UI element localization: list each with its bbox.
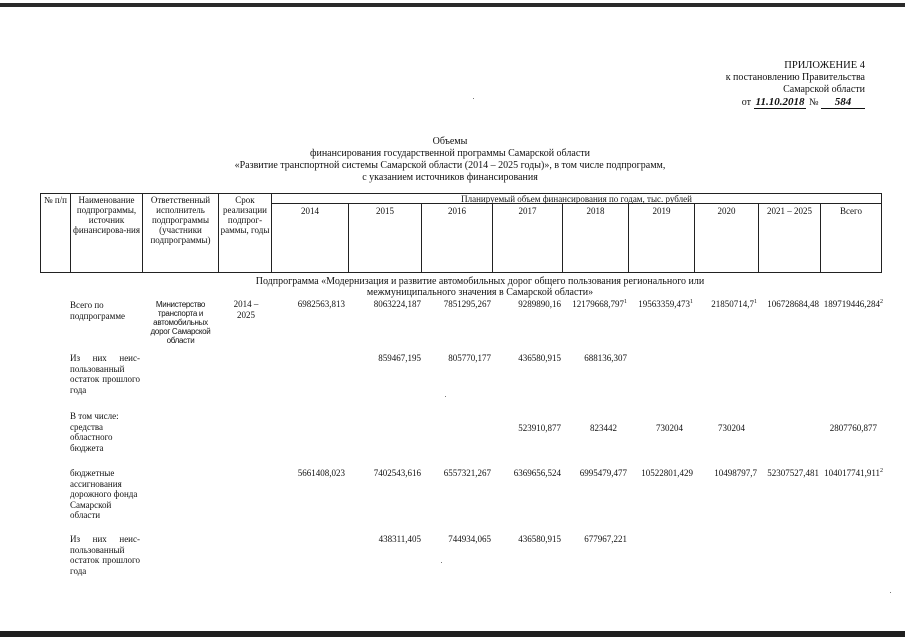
row-value-2015: 438311,405 — [378, 534, 421, 544]
appendix-block — [726, 60, 865, 109]
footnote-mark: 2 — [880, 299, 883, 305]
subprogram-title — [200, 276, 760, 298]
scan-speck — [473, 98, 474, 99]
header-col-term: Срок реализации подпрог-раммы, годы — [220, 195, 270, 235]
subprogram-title-line-1: Подпрограмма «Модернизация и развитие автомобильных дорог общего пользования регионального или — [255, 276, 705, 287]
row-value-2017: 436580,915 — [518, 353, 561, 363]
scan-speck — [890, 592, 891, 593]
header-vline — [881, 193, 882, 273]
header-year: 2020 — [717, 206, 736, 216]
row-value-2019: 19563359,473$^1$ — [638, 299, 693, 309]
row-value-2018: 677967,221 — [584, 534, 627, 544]
row-value-2018: 6995479,477 — [579, 468, 627, 478]
row-value-2016: 7851295,267 — [443, 299, 491, 309]
row-value-2018: 823442 — [590, 423, 617, 433]
header-col-responsible: Ответственный исполнитель подпрограммы (участники подпрограммы) — [150, 195, 211, 245]
row-value-2018: 12179668,797$^1$ — [572, 299, 627, 309]
row-responsible: Министерство транспорта и автомобильных дорог Самарской области — [150, 300, 211, 345]
row-value-2016: 744934,065 — [448, 534, 491, 544]
row-name: бюджетные ассигнования дорожного фонда Самарской области — [70, 468, 138, 520]
row-name: Из них неис-пользованный остаток прошлого года — [70, 353, 140, 395]
row-value-2021-2025: 52307527,481 — [767, 468, 819, 478]
heading-line-2: финансирования государственной программы Самарской области — [309, 148, 590, 159]
header-col-planned: Планируемый объем финансирования по годам, тыс. рублей — [461, 194, 692, 204]
date-prefix: от — [741, 97, 752, 108]
row-value-2020: 21850714,7$^1$ — [711, 299, 757, 309]
header-year: 2018 — [586, 206, 605, 216]
row-value-total: 2807760,877 — [829, 423, 877, 433]
appendix-date-line — [726, 96, 865, 109]
row-name: Всего по подпрограмме — [70, 300, 126, 321]
scan-bottom-edge — [0, 631, 905, 637]
appendix-title: ПРИЛОЖЕНИЕ 4 — [784, 60, 865, 71]
document-heading — [150, 136, 750, 184]
header-year: 2016 — [448, 206, 466, 216]
footnote-mark: 1 — [690, 299, 693, 305]
scan-speck — [441, 562, 442, 563]
header-vline — [40, 193, 41, 273]
header-year: 2021 – 2025 — [767, 206, 812, 216]
header-vline — [271, 193, 272, 273]
row-value-2015: 7402543,616 — [373, 468, 421, 478]
header-year: 2015 — [376, 206, 394, 216]
row-value-2020: 730204 — [718, 423, 745, 433]
subprogram-title-line-2: межмуниципального значения в Самарской области» — [366, 287, 594, 298]
header-year: 2014 — [301, 206, 319, 216]
header-col-no: № п/п — [44, 195, 67, 205]
row-value-2017: 523910,877 — [518, 423, 561, 433]
row-value-total: 189719446,284$^2$ — [823, 299, 883, 309]
footnote-mark: 2 — [880, 468, 883, 474]
header-year: 2017 — [518, 206, 537, 216]
heading-line-4: с указанием источников финансирования — [362, 172, 538, 183]
appendix-line-1: к постановлению Правительства — [725, 72, 865, 83]
number-prefix: № — [808, 97, 819, 108]
row-value-2015: 859467,195 — [378, 353, 421, 363]
row-term: 2014 – 2025 — [233, 299, 259, 320]
row-value-2019: 10522801,429 — [641, 468, 693, 478]
row-value-2017: 6369656,524 — [513, 468, 561, 478]
header-year: Всего — [839, 206, 863, 216]
scan-speck — [445, 396, 446, 397]
row-value-2017: 436580,915 — [518, 534, 561, 544]
heading-line-1: Объемы — [432, 136, 468, 147]
handwritten-number: 584 — [821, 96, 865, 109]
header-year: 2019 — [652, 206, 671, 216]
footnote-mark: 1 — [624, 299, 627, 305]
row-value-2020: 10498797,7 — [714, 468, 757, 478]
handwritten-date: 11.10.2018 — [755, 96, 805, 108]
row-value-total: 104017741,911$^2$ — [824, 468, 883, 478]
row-name: В том числе: средства областного бюджета — [70, 411, 119, 453]
row-value-2016: 6557321,267 — [443, 468, 491, 478]
row-value-2014: 5661408,023 — [297, 468, 345, 478]
footnote-mark: 1 — [754, 299, 757, 305]
row-value-2017: 9289890,16 — [518, 299, 561, 309]
header-col-name: Наименование подпрограммы, источник финансирова-ния — [73, 195, 140, 235]
row-value-2014: 6982563,813 — [297, 299, 345, 309]
header-bottom-border — [40, 272, 882, 273]
scan-top-edge — [0, 3, 905, 7]
row-value-2015: 8063224,187 — [373, 299, 421, 309]
row-value-2021-2025: 106728684,48 — [767, 299, 819, 309]
heading-line-3: «Развитие транспортной системы Самарской области (2014 – 2025 годы)», в том числе подпрограмм, — [234, 160, 666, 171]
row-value-2018: 688136,307 — [584, 353, 627, 363]
row-value-2019: 730204 — [656, 423, 683, 433]
appendix-line-2: Самарской области — [783, 84, 865, 95]
row-name: Из них неис-пользованный остаток прошлого года — [70, 534, 140, 576]
row-value-2016: 805770,177 — [448, 353, 491, 363]
